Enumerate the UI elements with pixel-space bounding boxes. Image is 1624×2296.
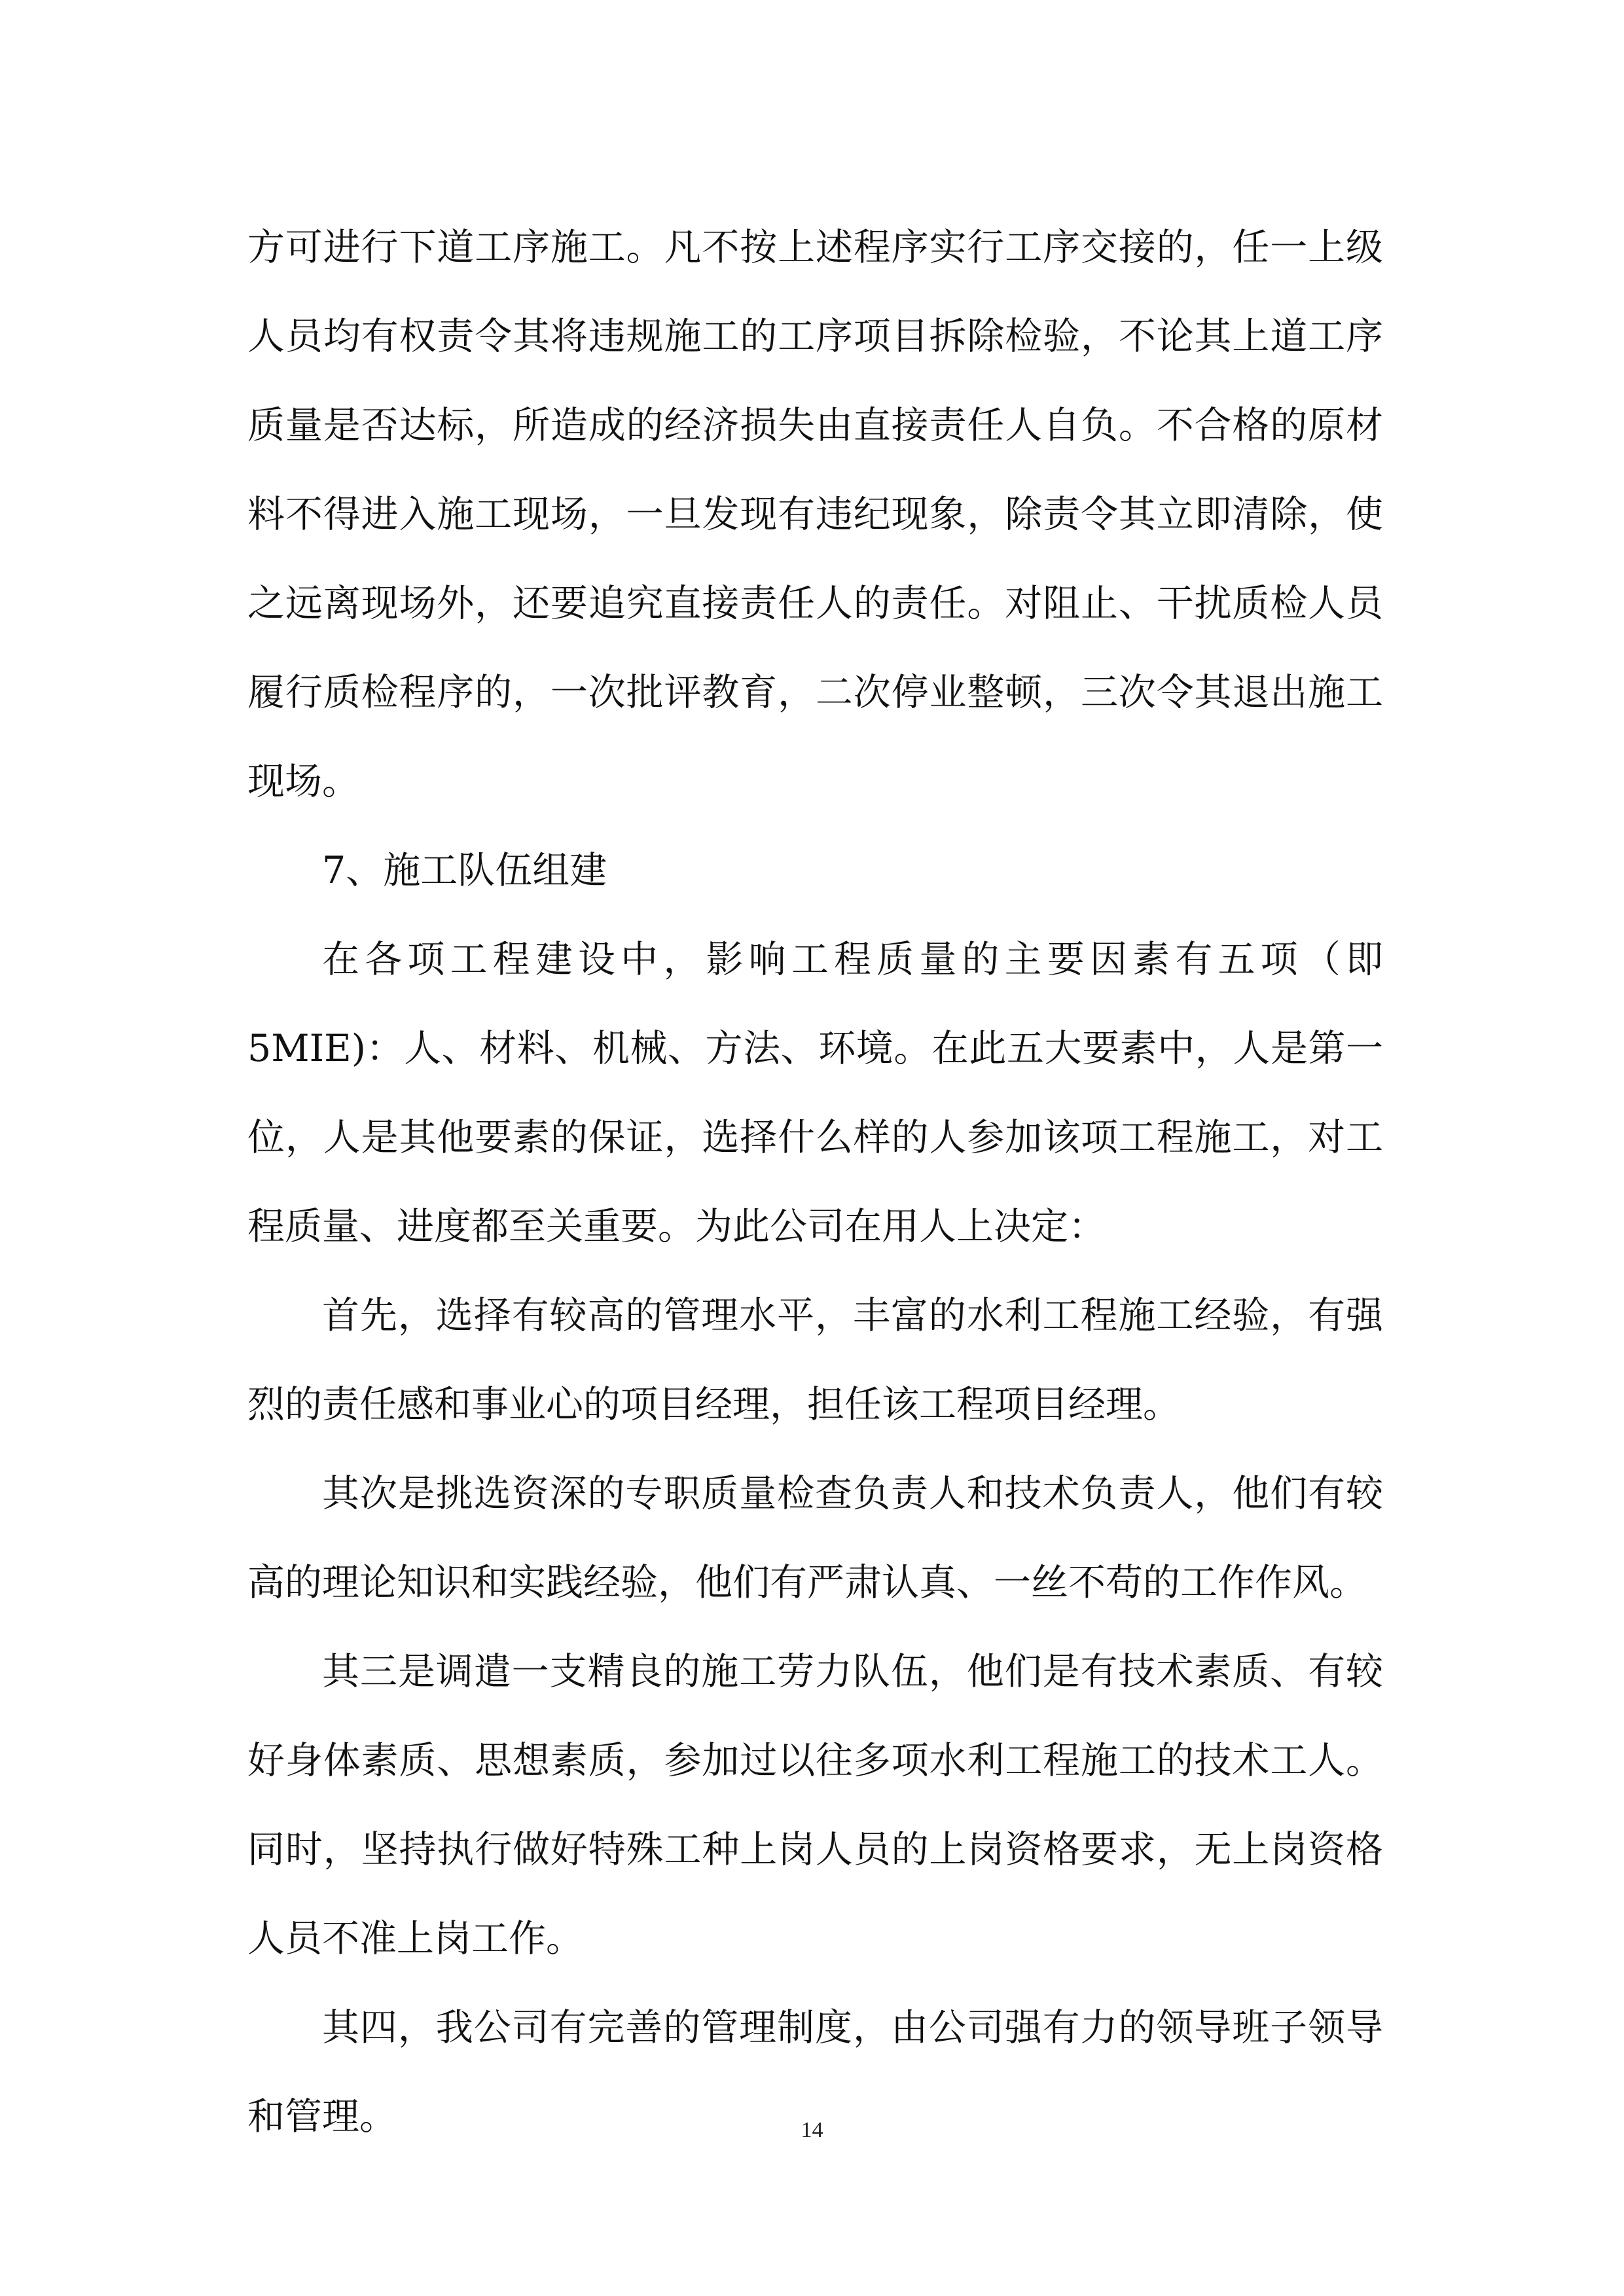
paragraph-first: 首先，选择有较高的管理水平，丰富的水利工程施工经验，有强烈的责任感和事业心的项目经理，担任该工程项目经理。 (247, 1294, 1383, 1426)
paragraph-fourth: 其四，我公司有完善的管理制度，由公司强有力的领导班子领导和管理。 (247, 2006, 1383, 2138)
paragraph-quality-factors: 在各项工程建设中，影响工程质量的主要因素有五项（即5MIE)：人、材料、机械、方法、环境。在此五大要素中，人是第一位，人是其他要素的保证，选择什么样的人参加该项工程施工，对工程质量、进度都至关重要。为此公司在用人上决定： (247, 938, 1383, 1248)
paragraph-second: 其次是挑选资深的专职质量检查负责人和技术负责人，他们有较高的理论知识和实践经验，他们有严肃认真、一丝不苟的工作作风。 (247, 1472, 1383, 1604)
paragraph-continuation: 方可进行下道工序施工。凡不按上述程序实行工序交接的，任一上级人员均有权责令其将违规施工的工序项目拆除检验，不论其上道工序质量是否达标，所造成的经济损失由直接责任人自负。不合格的原材料不得进入施工现场，一旦发现有违纪现象，除责令其立即清除，使之远离现场外，还要追究直接责任人的责任。对阻止、干扰质检人员履行质检程序的，一次批评教育，二次停业整顿，三次令其退出施工现场。 (247, 226, 1383, 803)
paragraph-third: 其三是调遣一支精良的施工劳力队伍，他们是有技术素质、有较好身体素质、思想素质，参加过以往多项水利工程施工的技术工人。同时，坚持执行做好特殊工种上岗人员的上岗资格要求，无上岗资格人员不准上岗工作。 (247, 1650, 1383, 1960)
page-number: 14 (801, 2118, 823, 2142)
body-text (247, 203, 1383, 2161)
section-heading-7: 7、施工队伍组建 (322, 849, 607, 892)
